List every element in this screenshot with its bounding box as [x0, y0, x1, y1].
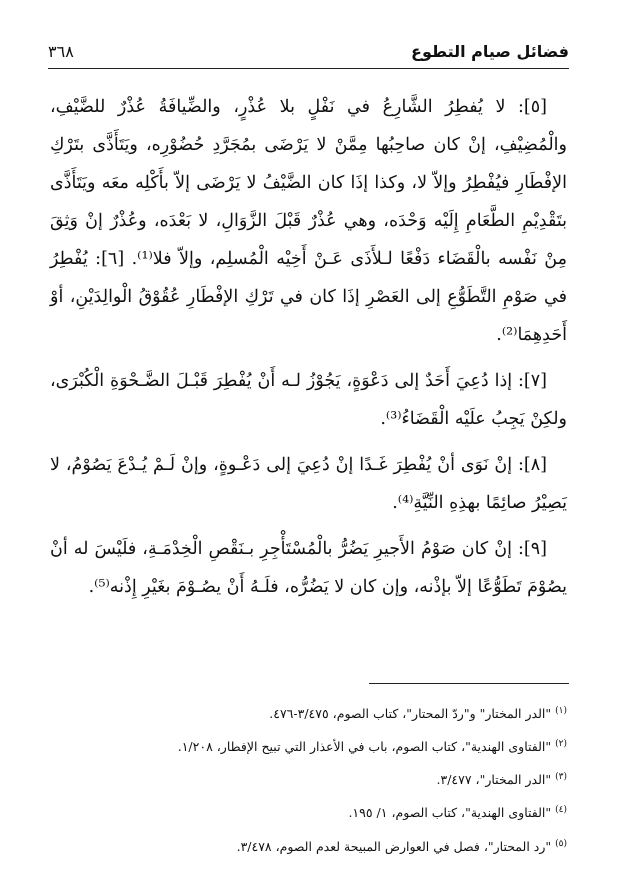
page-header: [48, 34, 569, 69]
footnote-text: "الفتاوى الهندية"، كتاب الصوم، باب في الأعذار التي تبيح الإفطار، ١/٢٠٨.: [177, 739, 552, 755]
footnote-text: "الدر المختار"، ٣/٤٧٧.: [436, 772, 552, 788]
page-number: ٣٦٨: [48, 41, 74, 61]
footnote-text: "الفتاوى الهندية"، كتاب الصوم، ١/ ١٩٥.: [348, 805, 552, 821]
running-title: فضائل صيام التطوع: [411, 41, 569, 61]
main-text: [50, 88, 567, 614]
footnote-text: "الدر المختار" و"ردّ المحتار"، كتاب الصوم، ٣/٤٧٥-٤٧٦.: [269, 706, 552, 722]
paragraph-9: [٩]: إنْ كان صَوْمُ الأَجيرِ يَضُرُّ بالْمُسْتَأْجِرِ بـنَقْصِ الْخِدْمَـةِ، فلَيْسَ له أنْ يصُوْمَ تَطَوُّعًا إلاّ بإذْنه، وإن كان لا يَضُرُّه، فلَـهُ أَنْ يصُـوْمَ بغَيْرِ إِذْنه⁽⁵⁾.: [50, 539, 567, 597]
footnote-1: [50, 696, 567, 729]
paragraph-5-6: [٥]: لا يُفطِرُ الشَّارِعُ في نَفْلٍ بلا عُذْرٍ، والضِّيافَةُ عُذْرٌ للضَّيْفِ، والْمُضِيْفِ، إنْ كان صاحِبُها مِمَّنْ لا يَرْضَى بمُجَرَّدِ حُضُوْرِه، ويَتَأَذَّى بتَرْكِ الإفْطَارِ فيُفْطِرُ وإلاّ لا، وكذا إذَا كان الضَّيْفُ لا يَرْضَى إلاّ بأَكْلِه معَه ويَتَأَذَّى بتَقْدِيْمِ الطَّعَامِ إِلَيْه وَحْدَه، وهي عُذْرٌ قَبْلَ الزَّوَالِ، لا بَعْدَه، وعُذْرٌ إنْ وَثِقَ مِنْ نَفْسه بالْقَضَاء دَفْعًا لـلأَذَى عَـنْ أَخِيْه الْمُسلِم، وإلاّ فلا⁽¹⁾. [٦]: يُفْطِرُ في صَوْمِ التَّطَوُّعِ إلى العَصْرِ إذَا كان في تَرْكِ الإفْطَارِ عُقُوْقُ الْوالِدَيْنِ، أوْ أَحَدِهِمَا⁽²⁾.: [50, 97, 567, 345]
footnote-4: [50, 795, 567, 828]
paragraph-7: [٧]: إذا دُعِيَ أَحَدٌ إلى دَعْوَةٍ، يَجُوْزُ لـه أَنْ يُفْطِرَ قَبْـلَ الضَّـحْوَةِ الْكُبْرَى، ولكِنْ يَجِبُ علَيْه الْقَضَاءُ⁽³⁾.: [50, 371, 567, 429]
footnote-3: [50, 762, 567, 795]
footnote-marker: (٢): [555, 739, 567, 750]
footnote-marker: (٣): [555, 772, 567, 783]
footnotes: [50, 696, 567, 862]
paragraph-8: [٨]: إنْ نَوَى أنْ يُفْطِرَ غَـدًا إنْ دُعِيَ إلى دَعْـوةٍ، وإنْ لَـمْ يُـدْعَ يَصُوْمُ، لا يَصِيْرُ صائِمًا بهذِهِ النِّيَّةِ⁽⁴⁾.: [50, 455, 567, 513]
footnote-separator: [369, 683, 569, 684]
footnote-marker: (٤): [555, 805, 567, 816]
footnote-marker: (١): [555, 706, 567, 716]
footnote-marker: (٥): [555, 838, 567, 849]
footnote-text: "رد المحتار"، فصل في العوارض المبيحة لعدم الصوم، ٣/٤٧٨.: [236, 838, 552, 854]
footnote-5: [50, 829, 567, 862]
footnote-2: [50, 729, 567, 762]
